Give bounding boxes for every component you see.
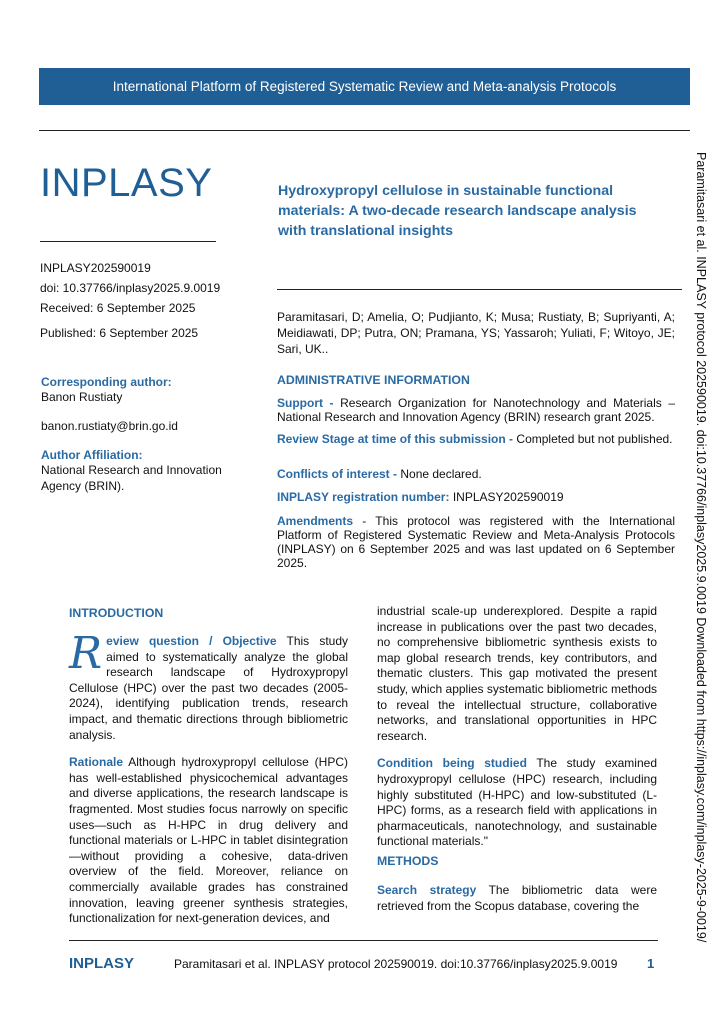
registration-number bbox=[277, 490, 675, 504]
review-stage-label: Review Stage at time of this submission - bbox=[277, 432, 514, 446]
logo-underline bbox=[40, 241, 216, 242]
review-question-paragraph bbox=[69, 628, 348, 743]
search-strategy-paragraph bbox=[377, 883, 657, 914]
amendments-label: Amendments bbox=[277, 514, 354, 528]
support-info bbox=[277, 396, 675, 424]
affiliation-label: Author Affiliation: bbox=[41, 448, 143, 462]
published-date: Published: 6 September 2025 bbox=[40, 326, 199, 340]
review-question-label: eview question / Objective bbox=[106, 634, 277, 648]
conflicts-label: Conflicts of interest - bbox=[277, 467, 398, 481]
condition-text: The study examined hydroxypropyl cellulose (HPC) research, including highly substituted (H-HPC) and low-substituted (L-HPC) forms, as a research field with applications in pharmaceuticals, nanotechnology, and sustainable functional materials." bbox=[377, 756, 657, 849]
registration-number-label: INPLASY registration number: bbox=[277, 490, 450, 504]
registration-id: INPLASY202590019 bbox=[40, 261, 151, 275]
paper-title: Hydroxypropyl cellulose in sustainable functional materials: A two-decade research landscape analysis with translational insights bbox=[278, 183, 637, 239]
received-date: Received: 6 September 2025 bbox=[40, 301, 196, 315]
corresponding-author-email: banon.rustiaty@brin.go.id bbox=[41, 419, 178, 433]
corresponding-author-name: Banon Rustiaty bbox=[41, 390, 123, 404]
amendments-text: - This protocol was registered with the International Platform of Registered Systematic Review and Meta-Analysis Protocols (INPLASY) on 6 September 2025 and was last updated on 6 September 2025. bbox=[277, 514, 675, 570]
amendments-info bbox=[277, 514, 675, 570]
review-question-text: This study aimed to systematically analyze the global research landscape of Hydroxypropyl Cellulose (HPC) over the past two decades (2005-2024), identifying publication trends, research impact, and thematic directions through bibliometric analysis. bbox=[69, 634, 348, 742]
footer-citation: Paramitasari et al. INPLASY protocol 202590019. doi:10.37766/inplasy2025.9.0019 bbox=[174, 957, 618, 971]
admin-heading: ADMINISTRATIVE INFORMATION bbox=[277, 373, 470, 387]
top-divider bbox=[39, 130, 690, 131]
vertical-download-notice: Paramitasari et al. INPLASY protocol 202590019. doi:10.37766/inplasy2025.9.0019 Downloaded from https://inplasy.com/inplasy-2025-9-0019/ bbox=[694, 152, 708, 943]
rationale-label: Rationale bbox=[69, 755, 124, 770]
support-label: Support - bbox=[277, 396, 334, 410]
condition-paragraph bbox=[377, 756, 657, 850]
rationale-text: Although hydroxypropyl cellulose (HPC) has well-established physicochemical advantages and diverse applications, the research landscape is fragmented. Most studies focus narrowly on specific uses—such as H-HPC in drug delivery and functional materials or L-HPC in tablet disintegration—without providing a cohesive, data-driven overview of the field. Moreover, reliance on commercially available grades has constrained innovation, leaving greener synthesis strategies, functionalization for next-generation devices, and bbox=[69, 755, 348, 926]
support-text: Research Organization for Nanotechnology and Materials – National Research and Innovation Agency (BRIN) research grant 2025. bbox=[277, 396, 676, 424]
page-number: 1 bbox=[647, 956, 655, 971]
introduction-left-column bbox=[69, 628, 348, 927]
condition-label: Condition being studied bbox=[377, 756, 527, 771]
introduction-heading: INTRODUCTION bbox=[69, 606, 164, 620]
review-stage bbox=[277, 432, 675, 446]
inplasy-logo: INPLASY bbox=[40, 161, 213, 205]
footer-divider bbox=[69, 940, 658, 941]
doi: doi: 10.37766/inplasy2025.9.0019 bbox=[40, 281, 221, 295]
corresponding-author-label: Corresponding author: bbox=[41, 375, 172, 389]
affiliation-text: National Research and Innovation Agency (BRIN). bbox=[41, 463, 222, 493]
conflicts-info bbox=[277, 467, 675, 481]
introduction-right-column bbox=[377, 604, 657, 850]
search-strategy-text: The bibliometric data were retrieved from the Scopus database, covering the bbox=[377, 883, 657, 913]
rationale-continued: industrial scale-up underexplored. Despite a rapid increase in publications over the past two decades, no comprehensive bibliometric synthesis exists to map global research trends, key contributors, and thematic clusters. This gap motivated the present study, which applies systematic bibliometric methods to reveal the intellectual structure, collaborative networks, and translational opportunities in HPC research. bbox=[377, 604, 657, 743]
methods-heading: METHODS bbox=[377, 854, 439, 868]
dropcap: R bbox=[69, 628, 103, 679]
registration-number-text: INPLASY202590019 bbox=[449, 490, 564, 504]
header-banner: International Platform of Registered Systematic Review and Meta-analysis Protocols bbox=[39, 68, 690, 105]
author-list: Paramitasari, D; Amelia, O; Pudjianto, K; Musa; Rustiaty, B; Supriyanti, A; Meidiawati, DP; Putra, ON; Pramana, YS; Yassaroh; Yuliati, F; Witoyo, JE; Sari, UK.. bbox=[277, 310, 675, 356]
title-underline bbox=[277, 289, 682, 290]
review-stage-text: Completed but not published. bbox=[513, 432, 673, 446]
search-strategy-label: Search strategy bbox=[377, 883, 477, 897]
conflicts-text: None declared. bbox=[397, 467, 482, 481]
rationale-paragraph bbox=[69, 755, 348, 927]
footer-logo: INPLASY bbox=[69, 955, 135, 972]
